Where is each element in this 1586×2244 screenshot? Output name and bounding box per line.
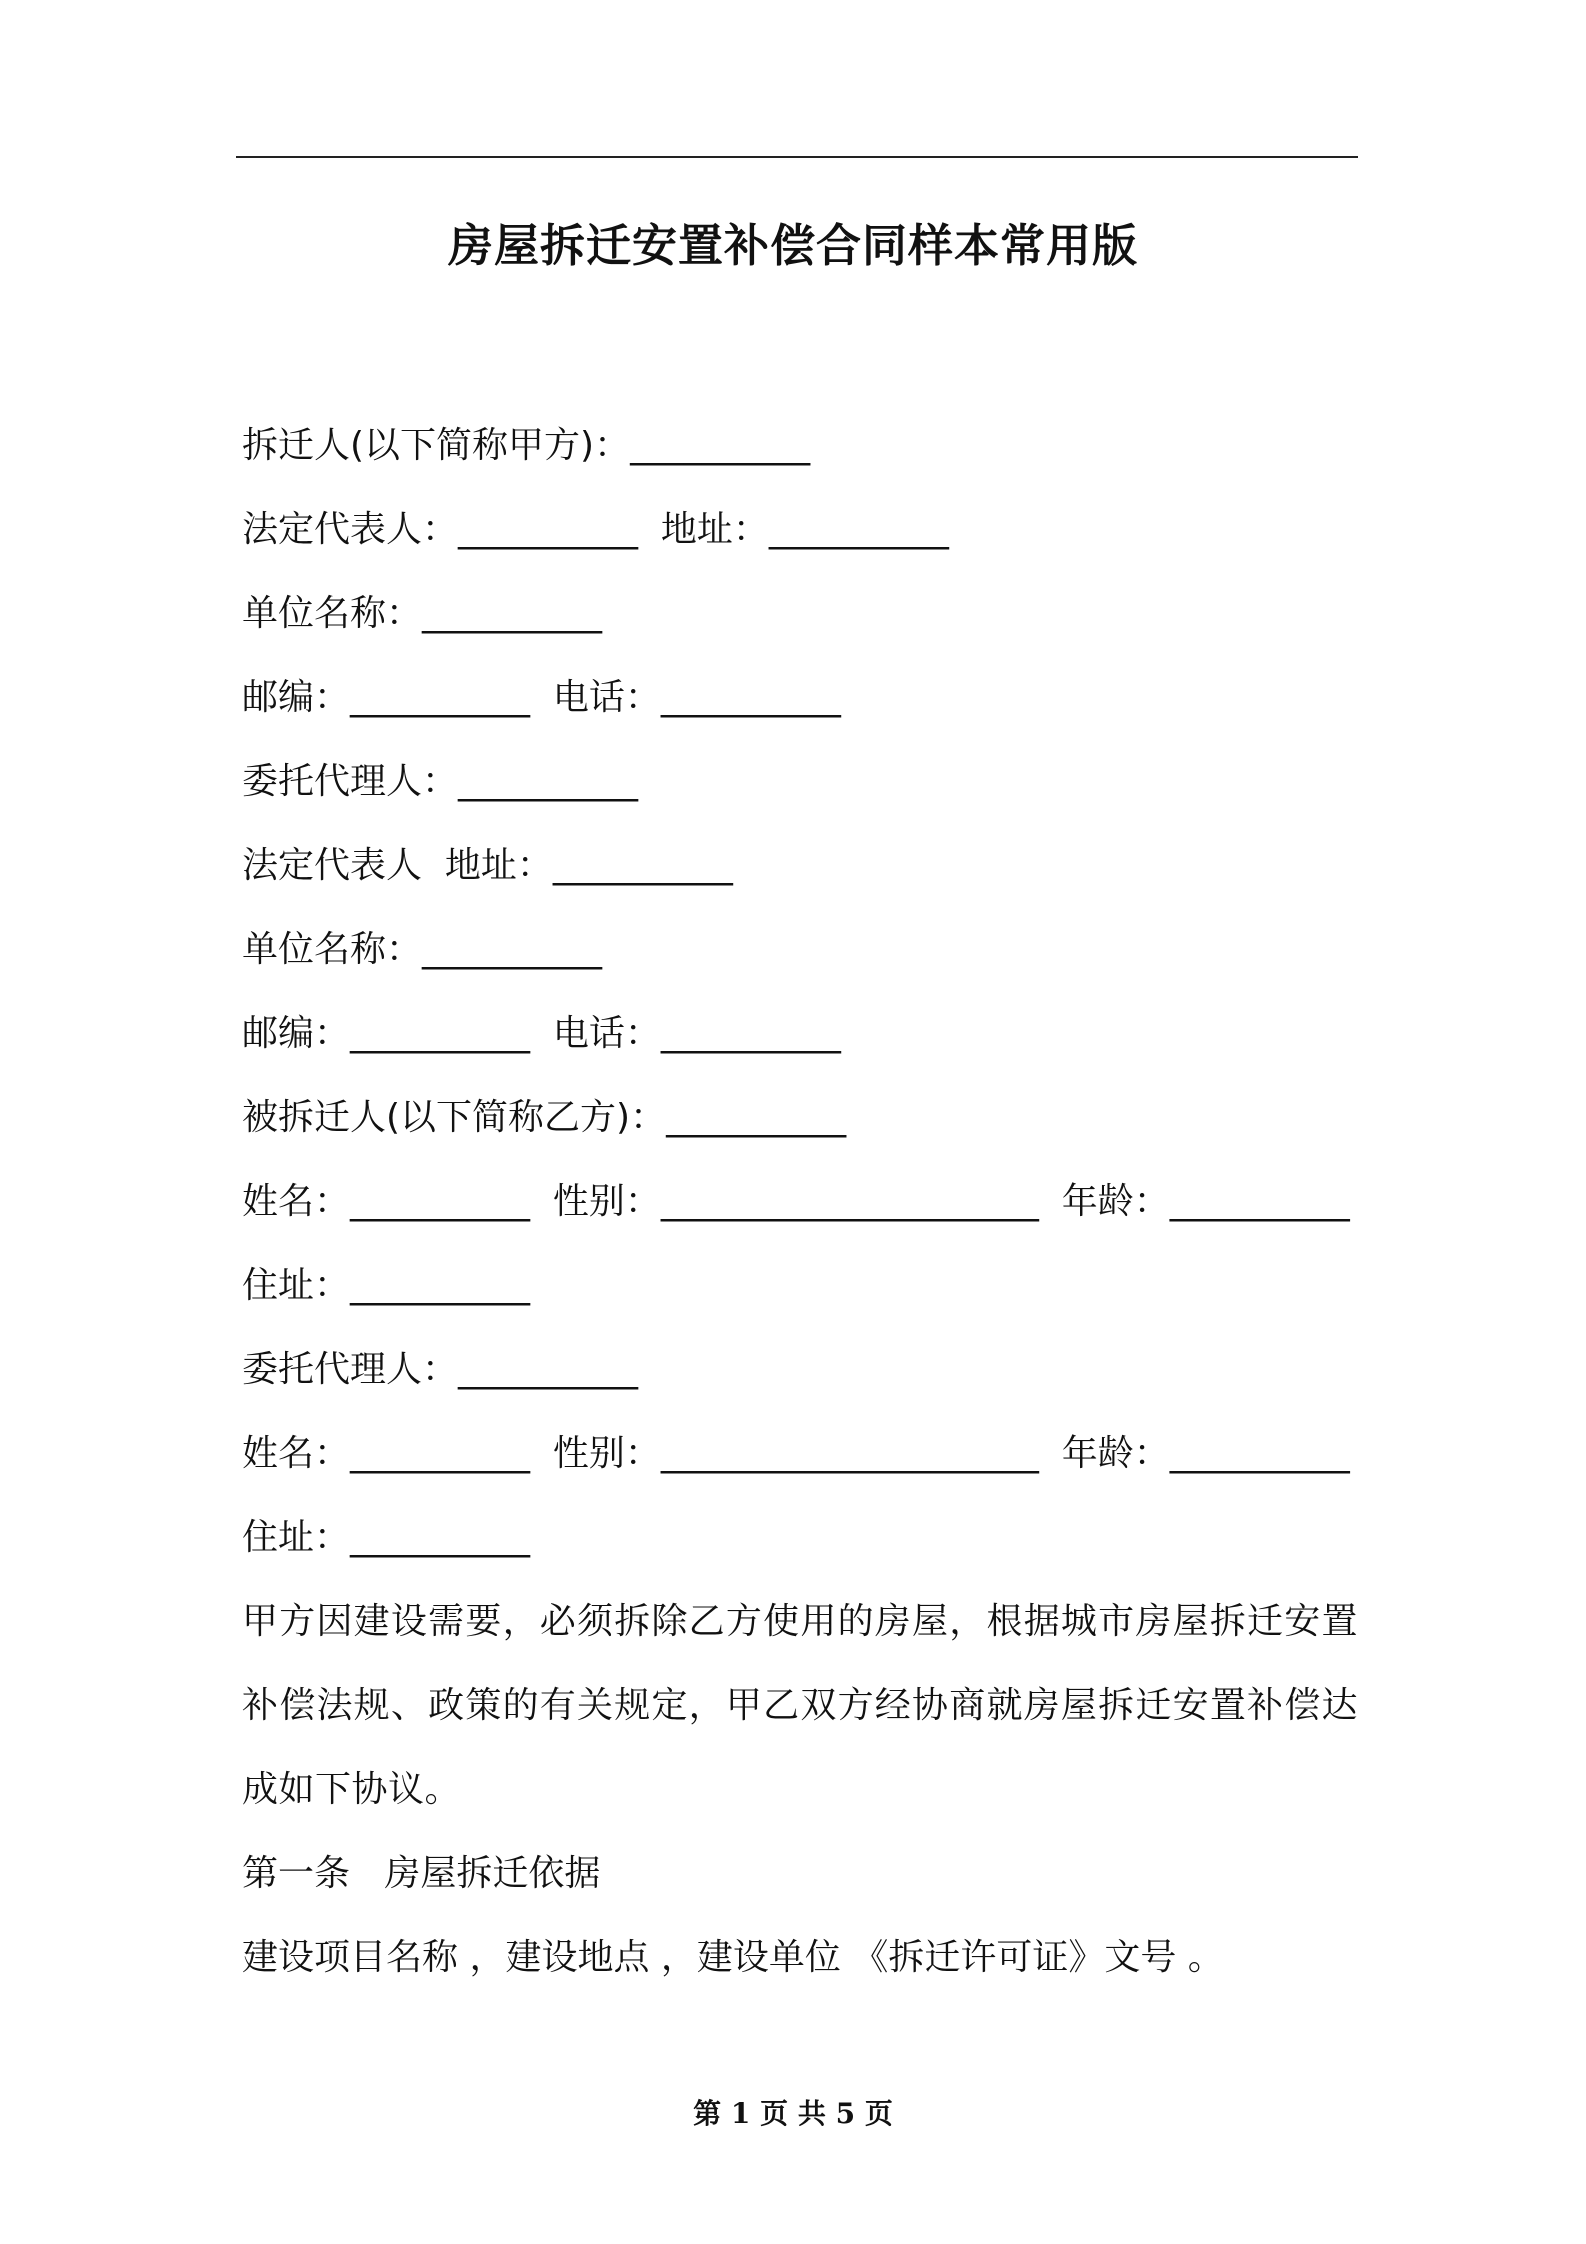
legal-rep-address-line-2: 法定代表人 地址：__________ (242, 845, 733, 886)
agent-line: 委托代理人：__________ (242, 761, 639, 802)
article-one-heading: 第一条 房屋拆迁依据 (242, 1853, 601, 1894)
document-title: 房屋拆迁安置补偿合同样本常用版 (447, 219, 1138, 272)
residence-line: 住址：__________ (242, 1265, 531, 1306)
unit-name-line-2: 单位名称：__________ (242, 929, 603, 970)
article-one-text: 建设项目名称 ，建设地点 ，建设单位 《拆迁许可证》文号 。 (242, 1937, 1224, 1978)
page-number: 第 1 页 共 5 页 (693, 2097, 893, 2130)
demolished-party-line: 被拆迁人(以下简称乙方)：__________ (242, 1097, 847, 1138)
unit-name-line: 单位名称：__________ (242, 593, 603, 634)
header-rule (236, 156, 1358, 158)
name-gender-age-line-2: 姓名：__________ 性别：_____________________ 年龄：__________ (242, 1433, 1350, 1474)
contract-body (242, 404, 1358, 2000)
demolisher-line: 拆迁人(以下简称甲方)：__________ (242, 425, 811, 466)
agreement-paragraph: 甲方因建设需要，必须拆除乙方使用的房屋，根据城市房屋拆迁安置补偿法规、政策的有关规定，甲乙双方经协商就房屋拆迁安置补偿达成如下协议。 (242, 1601, 1358, 1810)
legal-rep-address-line: 法定代表人：__________ 地址：__________ (242, 509, 949, 550)
agent-line-2: 委托代理人：__________ (242, 1349, 639, 1390)
postcode-phone-line: 邮编：__________ 电话：__________ (242, 677, 841, 718)
name-gender-age-line: 姓名：__________ 性别：_____________________ 年龄：__________ (242, 1181, 1350, 1222)
postcode-phone-line-2: 邮编：__________ 电话：__________ (242, 1013, 841, 1054)
residence-line-2: 住址：__________ (242, 1517, 531, 1558)
